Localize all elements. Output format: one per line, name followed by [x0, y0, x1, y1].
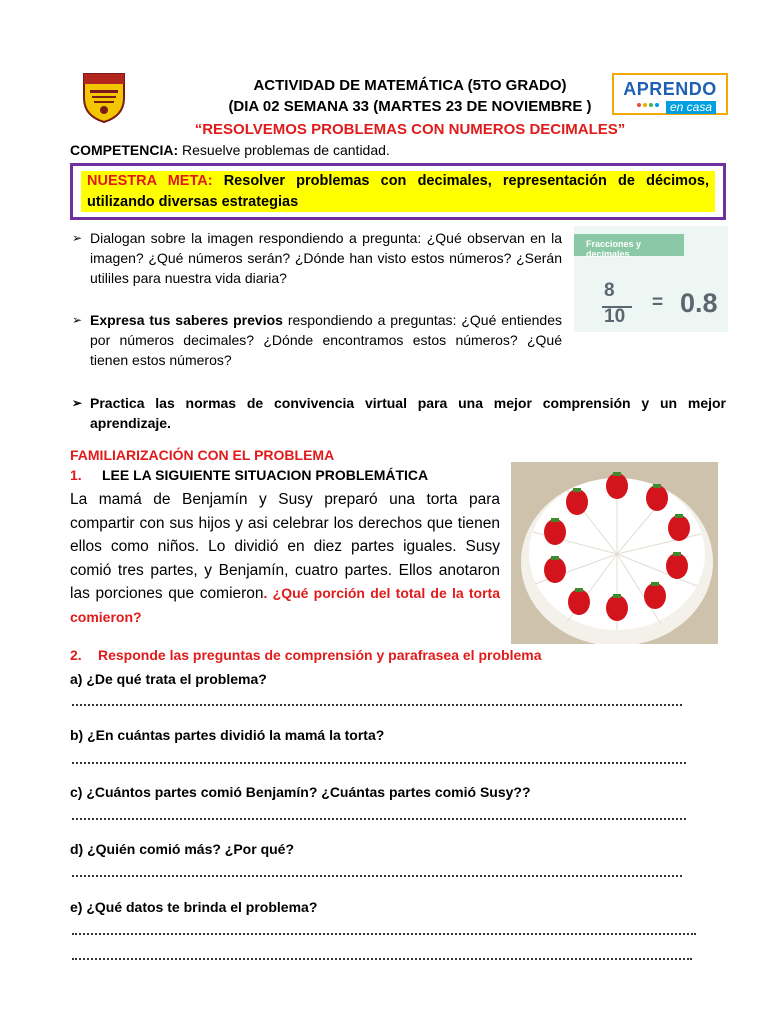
- bullet-rest: respondiendo a preguntas: ¿Qué entiendes por números decimales? ¿Dónde encontramos estos números? ¿Qué tienen estos números?: [90, 312, 562, 368]
- equals-sign: =: [652, 292, 664, 313]
- cake-photo: [511, 462, 718, 644]
- bullet-text: Practica las normas de convivencia virtual para una mejor comprensión y un mejor aprendizaje.: [90, 395, 726, 431]
- fraction-decimal-image: [574, 226, 728, 332]
- answer-line-c[interactable]: [72, 818, 686, 820]
- question-a: a) ¿De qué trata el problema?: [70, 671, 267, 687]
- story-question: ¿Qué porción del total de la torta comieron?: [70, 585, 500, 625]
- step-2-heading: [70, 647, 541, 663]
- question-d: d) ¿Quién comió más? ¿Por qué?: [70, 841, 295, 857]
- section-title: FAMILIARIZACIÓN CON EL PROBLEMA: [70, 447, 335, 463]
- activity-theme: “RESOLVEMOS PROBLEMAS CON NUMEROS DECIMALES”: [194, 121, 626, 138]
- arrow-bullet-icon: ➢: [72, 231, 83, 245]
- answer-line-b[interactable]: [72, 762, 686, 764]
- aprendo-logo-text: APRENDO: [623, 79, 717, 99]
- decimal-value: 0.8: [680, 288, 718, 318]
- step-number: 1.: [70, 467, 82, 483]
- competencia: [70, 142, 390, 158]
- bullet-saberes-previos: [72, 310, 562, 370]
- answer-line-d[interactable]: [72, 875, 682, 877]
- meta-label: NUESTRA META:: [87, 173, 213, 189]
- meta-highlight: [81, 171, 715, 212]
- fraction-image-header: Fracciones y decimales: [574, 234, 684, 256]
- arrow-bullet-icon: ➢: [72, 313, 83, 327]
- bullet-text: Dialogan sobre la imagen respondiendo a pregunta: ¿Qué observan en la imagen? ¿Qué números serán? ¿Dónde han visto estos números? ¿Serán utililes para nuestra vida diaria?: [90, 230, 562, 286]
- school-crest-logo: [80, 68, 128, 124]
- problem-story: [70, 488, 500, 629]
- strawberry-cake-image: [511, 462, 718, 644]
- arrow-bullet-icon: ➢: [72, 396, 83, 410]
- question-c: c) ¿Cuántos partes comió Benjamín? ¿Cuántas partes comió Susy??: [70, 784, 531, 800]
- activity-date: (DIA 02 SEMANA 33 (MARTES 23 DE NOVIEMBRE ): [228, 98, 592, 115]
- bullet-text: [72, 310, 562, 370]
- story-period: .: [263, 585, 268, 601]
- meta-text: Resolver problemas con decimales, representación de décimos, utilizando diversas estrategias: [87, 173, 709, 210]
- answer-line-e-2[interactable]: [72, 958, 692, 960]
- step-text: LEE LA SIGUIENTE SITUACION PROBLEMÁTICA: [102, 467, 429, 483]
- competencia-text: Resuelve problemas de cantidad.: [178, 142, 390, 158]
- question-e: e) ¿Qué datos te brinda el problema?: [70, 899, 318, 915]
- color-dots-icon: [636, 102, 666, 108]
- step-1-heading: [70, 467, 428, 483]
- answer-line-e-1[interactable]: [72, 933, 696, 935]
- activity-title: ACTIVIDAD DE MATEMÁTICA (5TO GRADO): [253, 77, 567, 94]
- story-text: La mamá de Benjamín y Susy preparó una torta para compartir con sus hijos y asi celebrar los derechos que tienen ellos como niños. Lo dividió en diez partes iguales. Susy comió tres partes, y Benjamín, cuatro partes. Ellos anotaron las porciones que comieron: [70, 491, 500, 602]
- step-number: 2.: [70, 647, 82, 663]
- step-text: Responde las preguntas de comprensión y parafrasea el problema: [98, 647, 542, 663]
- bullet-bold: Expresa tus saberes previos: [90, 312, 283, 328]
- competencia-label: COMPETENCIA:: [70, 142, 179, 158]
- answer-line-a[interactable]: [72, 704, 682, 706]
- bullet-dialogan: [72, 228, 562, 288]
- meta-box: [70, 163, 726, 220]
- aprendo-en-casa-logo: [612, 73, 728, 115]
- bullet-normas: [72, 393, 726, 433]
- fraction-numerator: 8: [604, 280, 615, 301]
- question-b: b) ¿En cuántas partes dividió la mamá la torta?: [70, 727, 385, 743]
- en-casa-text: en casa: [666, 101, 716, 114]
- fraction-denominator: 10: [604, 306, 626, 327]
